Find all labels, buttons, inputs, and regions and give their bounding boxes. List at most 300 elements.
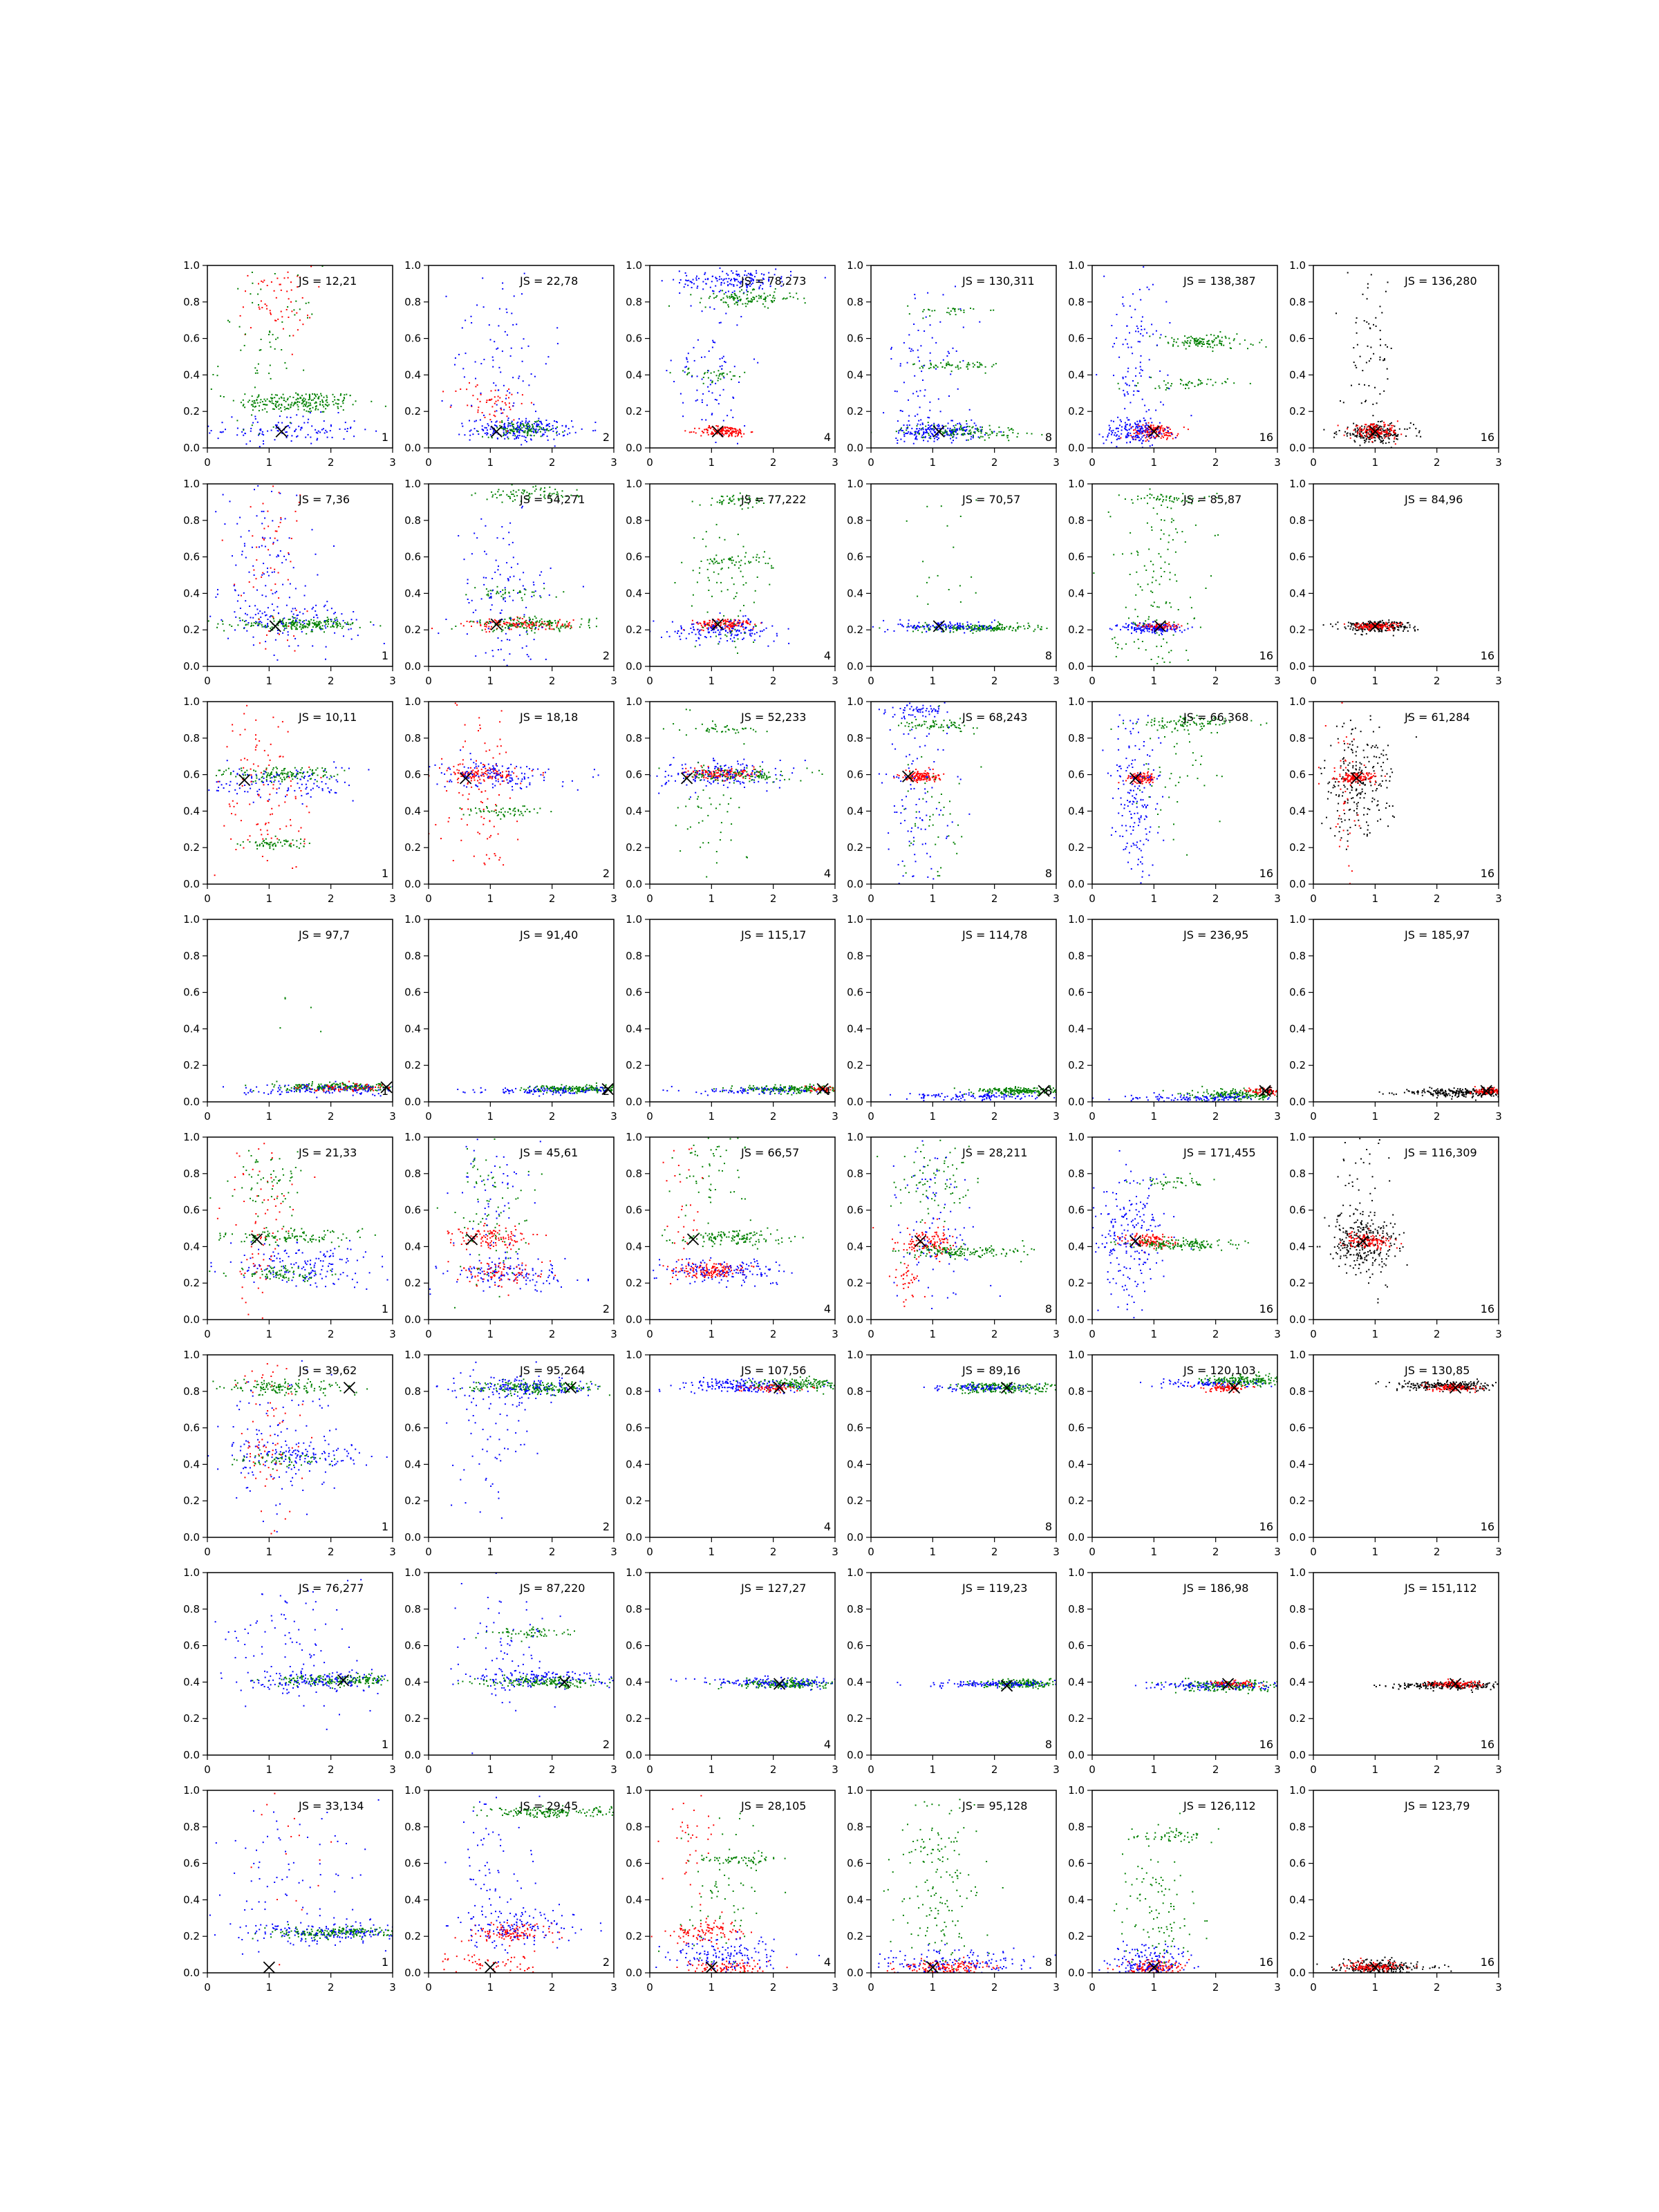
scatter-point-green — [326, 397, 328, 398]
scatter-point-green — [1189, 341, 1190, 343]
scatter-point-blue — [523, 585, 524, 587]
scatter-point-green — [303, 626, 304, 628]
x-tick-label: 3 — [610, 675, 617, 687]
x-tick-label: 3 — [832, 675, 838, 687]
scatter-point-blue — [924, 431, 925, 433]
scatter-point-red — [272, 543, 274, 545]
scatter-point-green — [245, 624, 247, 626]
scatter-point-green — [997, 621, 999, 623]
scatter-point-green — [507, 626, 509, 627]
scatter-point-blue — [1137, 426, 1138, 427]
scatter-point-green — [758, 298, 760, 299]
scatter-point-blue — [937, 436, 938, 438]
scatter-point-blue — [712, 276, 713, 277]
scatter-point-green — [335, 402, 337, 404]
scatter-point-blue — [713, 625, 714, 626]
scatter-point-green — [747, 507, 749, 509]
scatter-point-blue — [471, 429, 472, 431]
scatter-point-red — [286, 291, 288, 292]
scatter-point-green — [722, 568, 723, 569]
scatter-point-green — [281, 321, 283, 323]
scatter-point-blue — [704, 636, 706, 637]
scatter-point-blue — [754, 639, 756, 641]
scatter-point-blue — [299, 612, 301, 613]
scatter-point-blue — [700, 635, 702, 636]
scatter-point-blue — [293, 617, 294, 619]
scatter-point-green — [227, 320, 229, 321]
scatter-point-blue — [695, 640, 697, 641]
scatter-point-green — [1027, 433, 1028, 434]
scatter-point-green — [1247, 348, 1248, 349]
scatter-point-blue — [682, 402, 684, 404]
scatter-point-black — [1380, 345, 1381, 346]
scatter-point-green — [257, 397, 259, 398]
scatter-point-green — [1225, 336, 1226, 337]
scatter-point-black — [1360, 438, 1362, 439]
scatter-point-green — [279, 409, 280, 410]
scatter-point-green — [707, 569, 709, 570]
scatter-point-green — [713, 572, 715, 573]
scatter-point-black — [1372, 415, 1374, 416]
js-annotation: JS = 7,36 — [298, 493, 350, 506]
scatter-point-red — [735, 429, 736, 430]
scatter-point-green — [972, 625, 973, 626]
scatter-point-blue — [908, 420, 910, 422]
scatter-point-blue — [917, 424, 919, 425]
scatter-point-blue — [1132, 293, 1134, 294]
scatter-point-green — [312, 631, 313, 632]
scatter-point-green — [692, 501, 693, 503]
scatter-point-blue — [325, 659, 326, 660]
scatter-point-blue — [971, 420, 972, 421]
scatter-point-blue — [288, 631, 289, 632]
scatter-point-green — [907, 306, 908, 307]
scatter-point-blue — [458, 535, 459, 536]
scatter-point-green — [559, 630, 560, 631]
scatter-point-green — [917, 425, 918, 427]
scatter-point-green — [721, 590, 722, 592]
scatter-point-red — [491, 626, 492, 628]
scatter-point-green — [526, 630, 527, 631]
scatter-point-green — [508, 496, 509, 497]
scatter-point-green — [715, 636, 717, 637]
scatter-point-blue — [1132, 436, 1133, 438]
scatter-point-red — [569, 625, 570, 626]
scatter-point-red — [1377, 435, 1378, 436]
scatter-point-red — [249, 581, 250, 583]
scatter-point-green — [262, 626, 263, 628]
scatter-point-green — [333, 626, 335, 628]
scatter-point-green — [738, 534, 739, 535]
scatter-point-blue — [542, 433, 543, 435]
scatter-point-green — [237, 288, 238, 290]
scatter-point-blue — [710, 384, 711, 385]
scatter-point-green — [991, 433, 993, 434]
scatter-point-blue — [310, 412, 311, 413]
scatter-point-green — [265, 400, 266, 402]
scatter-point-blue — [513, 576, 514, 577]
scatter-point-blue — [509, 392, 510, 393]
scatter-point-black — [1380, 440, 1382, 441]
scatter-point-green — [973, 435, 974, 437]
scatter-point-blue — [1147, 429, 1149, 431]
scatter-point-red — [724, 619, 726, 621]
scatter-point-black — [1362, 433, 1364, 434]
scatter-point-red — [1373, 426, 1374, 427]
scatter-point-green — [550, 621, 551, 623]
scatter-point-green — [499, 425, 500, 427]
scatter-point-green — [581, 618, 583, 619]
scatter-point-green — [279, 404, 280, 405]
scatter-point-blue — [498, 367, 500, 368]
scatter-point-green — [531, 431, 532, 432]
scatter-point-blue — [575, 432, 577, 433]
scatter-point-red — [531, 402, 532, 404]
scatter-point-blue — [733, 637, 735, 639]
scatter-point-green — [549, 487, 550, 488]
x-tick-label: 0 — [646, 675, 653, 687]
scatter-point-green — [1223, 345, 1224, 346]
scatter-point-blue — [883, 412, 884, 413]
scatter-point-green — [1004, 629, 1005, 630]
scatter-point-red — [272, 617, 274, 618]
scatter-point-blue — [497, 569, 498, 570]
scatter-point-green — [303, 620, 305, 621]
scatter-point-blue — [909, 424, 910, 426]
scatter-point-blue — [1141, 321, 1142, 322]
scatter-point-green — [284, 406, 285, 408]
scatter-point-green — [1137, 382, 1138, 384]
scatter-point-blue — [680, 279, 682, 281]
scatter-point-green — [317, 394, 318, 395]
scatter-point-green — [955, 366, 957, 368]
scatter-point-green — [1185, 384, 1187, 385]
scatter-point-blue — [271, 430, 272, 431]
scatter-point-green — [1210, 379, 1212, 380]
scatter-point-blue — [464, 376, 465, 377]
scatter-point-blue — [733, 284, 734, 285]
scatter-point-blue — [720, 268, 721, 269]
scatter-point-green — [536, 617, 537, 619]
scatter-point-red — [722, 433, 723, 434]
scatter-point-blue — [353, 611, 354, 612]
scatter-point-blue — [498, 325, 499, 326]
scatter-point-green — [317, 409, 319, 411]
scatter-point-green — [290, 396, 291, 397]
scatter-point-black — [1418, 432, 1420, 433]
scatter-point-red — [747, 621, 749, 623]
scatter-point-green — [535, 485, 536, 487]
scatter-point-blue — [500, 413, 502, 414]
scatter-point-green — [970, 433, 971, 434]
scatter-point-green — [767, 295, 769, 297]
scatter-point-green — [923, 437, 924, 438]
x-marker — [270, 621, 281, 632]
scatter-point-green — [1201, 346, 1203, 347]
scatter-point-green — [525, 589, 527, 590]
scatter-point-green — [478, 431, 479, 432]
scatter-point-blue — [267, 623, 268, 624]
scatter-point-green — [294, 617, 296, 619]
scatter-point-blue — [438, 632, 439, 634]
scatter-point-blue — [491, 604, 493, 606]
scatter-point-green — [934, 626, 935, 628]
scatter-point-blue — [258, 612, 259, 614]
scatter-point-green — [966, 366, 968, 368]
scatter-point-blue — [745, 615, 747, 617]
scatter-point-green — [727, 589, 729, 590]
scatter-point-green — [535, 432, 536, 433]
scatter-point-blue — [482, 277, 483, 279]
scatter-point-green — [302, 625, 303, 626]
scatter-point-red — [302, 324, 303, 325]
scatter-point-blue — [729, 283, 731, 285]
scatter-point-blue — [1140, 362, 1141, 363]
scatter-point-red — [731, 625, 733, 626]
scatter-point-green — [216, 627, 218, 628]
scatter-point-green — [328, 619, 329, 620]
scatter-point-red — [517, 619, 518, 621]
scatter-point-blue — [728, 291, 729, 292]
scatter-point-red — [442, 391, 444, 392]
scatter-point-green — [750, 561, 751, 563]
scatter-point-blue — [491, 421, 492, 422]
scatter-point-green — [543, 429, 545, 430]
scatter-point-green — [1189, 381, 1190, 382]
scatter-point-green — [253, 625, 254, 626]
scatter-point-blue — [1136, 435, 1138, 436]
scatter-point-blue — [469, 420, 470, 422]
scatter-point-blue — [950, 438, 951, 440]
scatter-point-blue — [749, 630, 750, 631]
scatter-point-blue — [357, 635, 359, 636]
scatter-point-blue — [259, 546, 260, 547]
scatter-point-green — [551, 429, 552, 430]
scatter-point-black — [1347, 272, 1349, 274]
scatter-point-green — [724, 635, 726, 636]
scatter-point-red — [727, 619, 729, 620]
scatter-point-green — [711, 498, 713, 499]
subplot-r1-c6 — [1289, 259, 1502, 469]
scatter-point-blue — [594, 422, 596, 423]
scatter-point-green — [480, 622, 481, 624]
scatter-point-red — [527, 626, 528, 627]
scatter-point-blue — [1151, 422, 1152, 423]
scatter-point-green — [532, 486, 534, 487]
scatter-point-blue — [335, 620, 336, 621]
scatter-point-green — [524, 432, 525, 433]
scatter-point-blue — [961, 626, 962, 628]
scatter-point-red — [522, 394, 523, 395]
y-tick-label: 0.0 — [183, 442, 200, 454]
scatter-point-blue — [519, 432, 521, 433]
scatter-point-green — [525, 428, 527, 429]
scatter-point-red — [1380, 433, 1381, 435]
scatter-point-blue — [894, 630, 895, 632]
scatter-point-blue — [966, 628, 967, 630]
scatter-point-green — [300, 624, 301, 625]
scatter-point-green — [996, 626, 997, 628]
scatter-point-green — [309, 624, 310, 626]
scatter-point-blue — [224, 523, 225, 525]
scatter-point-blue — [554, 445, 556, 447]
scatter-point-green — [966, 420, 967, 422]
scatter-point-blue — [709, 307, 711, 308]
scatter-point-green — [500, 596, 502, 597]
scatter-point-blue — [1156, 344, 1158, 346]
scatter-point-green — [753, 602, 755, 603]
scatter-point-green — [955, 310, 956, 312]
scatter-point-red — [502, 412, 503, 413]
scatter-point-blue — [310, 437, 311, 438]
scatter-point-green — [305, 626, 306, 627]
scatter-point-blue — [1141, 433, 1142, 434]
scatter-point-red — [271, 281, 272, 283]
scatter-point-blue — [301, 427, 303, 428]
scatter-point-green — [722, 374, 723, 375]
scatter-point-red — [748, 623, 749, 624]
scatter-point-blue — [533, 584, 534, 585]
scatter-point-green — [735, 646, 736, 648]
scatter-point-blue — [927, 626, 928, 628]
scatter-point-green — [964, 433, 965, 434]
scatter-point-blue — [898, 624, 899, 625]
scatter-point-blue — [1161, 433, 1163, 435]
scatter-point-blue — [270, 616, 271, 617]
scatter-point-green — [971, 431, 972, 433]
scatter-point-blue — [541, 421, 542, 422]
scatter-point-green — [959, 429, 961, 431]
scatter-point-green — [323, 411, 324, 413]
scatter-point-black — [1399, 429, 1400, 430]
scatter-point-green — [735, 294, 736, 296]
scatter-point-red — [494, 411, 496, 412]
scatter-point-green — [722, 562, 723, 563]
scatter-point-blue — [1157, 429, 1159, 431]
scatter-point-green — [283, 397, 285, 399]
scatter-point-blue — [733, 397, 734, 399]
scatter-point-green — [547, 429, 548, 430]
scatter-point-blue — [480, 363, 482, 364]
scatter-point-blue — [1130, 402, 1131, 403]
scatter-point-green — [999, 431, 1000, 433]
scatter-point-green — [733, 297, 734, 298]
scatter-point-green — [327, 617, 328, 618]
scatter-point-black — [1357, 427, 1358, 429]
scatter-point-green — [281, 411, 282, 412]
y-tick-label: 1.0 — [183, 478, 200, 490]
scatter-point-red — [1376, 425, 1377, 427]
scatter-point-blue — [1127, 417, 1128, 418]
scatter-point-green — [772, 297, 774, 299]
scatter-point-red — [263, 539, 265, 541]
scatter-point-blue — [872, 626, 874, 628]
scatter-point-green — [509, 498, 511, 499]
scatter-point-blue — [276, 427, 277, 429]
scatter-point-blue — [492, 359, 494, 361]
scatter-point-blue — [592, 430, 594, 431]
scatter-point-green — [999, 624, 1000, 626]
scatter-point-blue — [1123, 344, 1124, 345]
scatter-point-blue — [1144, 405, 1145, 406]
scatter-point-red — [276, 531, 278, 532]
scatter-point-blue — [469, 431, 471, 432]
scatter-point-blue — [521, 435, 523, 437]
scatter-point-green — [318, 624, 319, 626]
scatter-point-blue — [467, 633, 468, 635]
scatter-point-red — [266, 635, 268, 636]
scatter-point-green — [254, 386, 256, 388]
scatter-point-blue — [702, 310, 703, 312]
scatter-point-blue — [512, 324, 514, 326]
scatter-point-blue — [549, 423, 550, 424]
scatter-point-blue — [467, 599, 469, 600]
y-tick-label: 1.0 — [1289, 259, 1306, 272]
scatter-point-black — [1364, 427, 1365, 428]
scatter-point-red — [291, 290, 292, 291]
scatter-point-red — [274, 320, 276, 321]
scatter-point-blue — [346, 431, 348, 432]
scatter-point-green — [293, 622, 294, 624]
scatter-point-green — [525, 430, 526, 431]
scatter-point-green — [769, 558, 770, 559]
scatter-point-red — [1395, 443, 1396, 444]
scatter-point-red — [284, 277, 285, 279]
scatter-point-green — [765, 299, 766, 300]
scatter-point-green — [292, 620, 294, 621]
scatter-point-green — [752, 507, 753, 508]
scatter-point-blue — [713, 341, 714, 343]
scatter-point-blue — [237, 601, 238, 602]
scatter-point-green — [724, 539, 726, 541]
scatter-point-blue — [494, 341, 495, 342]
scatter-point-green — [734, 565, 735, 566]
scatter-point-blue — [1141, 428, 1142, 429]
corner-label: 2 — [603, 431, 610, 444]
scatter-point-green — [534, 625, 536, 626]
scatter-point-blue — [738, 300, 739, 301]
scatter-point-green — [326, 402, 328, 403]
scatter-point-blue — [951, 442, 953, 444]
scatter-point-blue — [254, 416, 256, 418]
scatter-point-blue — [469, 435, 471, 436]
scatter-point-green — [1027, 628, 1029, 629]
scatter-point-green — [990, 310, 991, 311]
x-tick-label: 0 — [425, 456, 432, 469]
scatter-point-blue — [1130, 433, 1131, 434]
scatter-point-blue — [716, 627, 718, 628]
x-tick-label: 1 — [930, 456, 937, 469]
scatter-point-black — [1360, 436, 1362, 438]
scatter-point-green — [948, 364, 950, 365]
y-tick-label: 0.6 — [1289, 332, 1306, 345]
scatter-point-green — [249, 400, 250, 401]
scatter-point-blue — [238, 594, 239, 596]
scatter-point-green — [699, 568, 700, 569]
scatter-point-blue — [1109, 425, 1110, 427]
scatter-point-green — [758, 561, 760, 563]
scatter-point-blue — [267, 624, 268, 626]
scatter-point-green — [1199, 341, 1201, 342]
scatter-point-red — [730, 626, 731, 627]
scatter-point-red — [265, 303, 266, 305]
scatter-point-green — [516, 491, 517, 493]
scatter-point-red — [509, 409, 511, 410]
scatter-point-green — [509, 625, 510, 626]
scatter-point-green — [251, 623, 252, 624]
scatter-point-blue — [1135, 435, 1136, 437]
scatter-point-red — [1153, 424, 1154, 426]
